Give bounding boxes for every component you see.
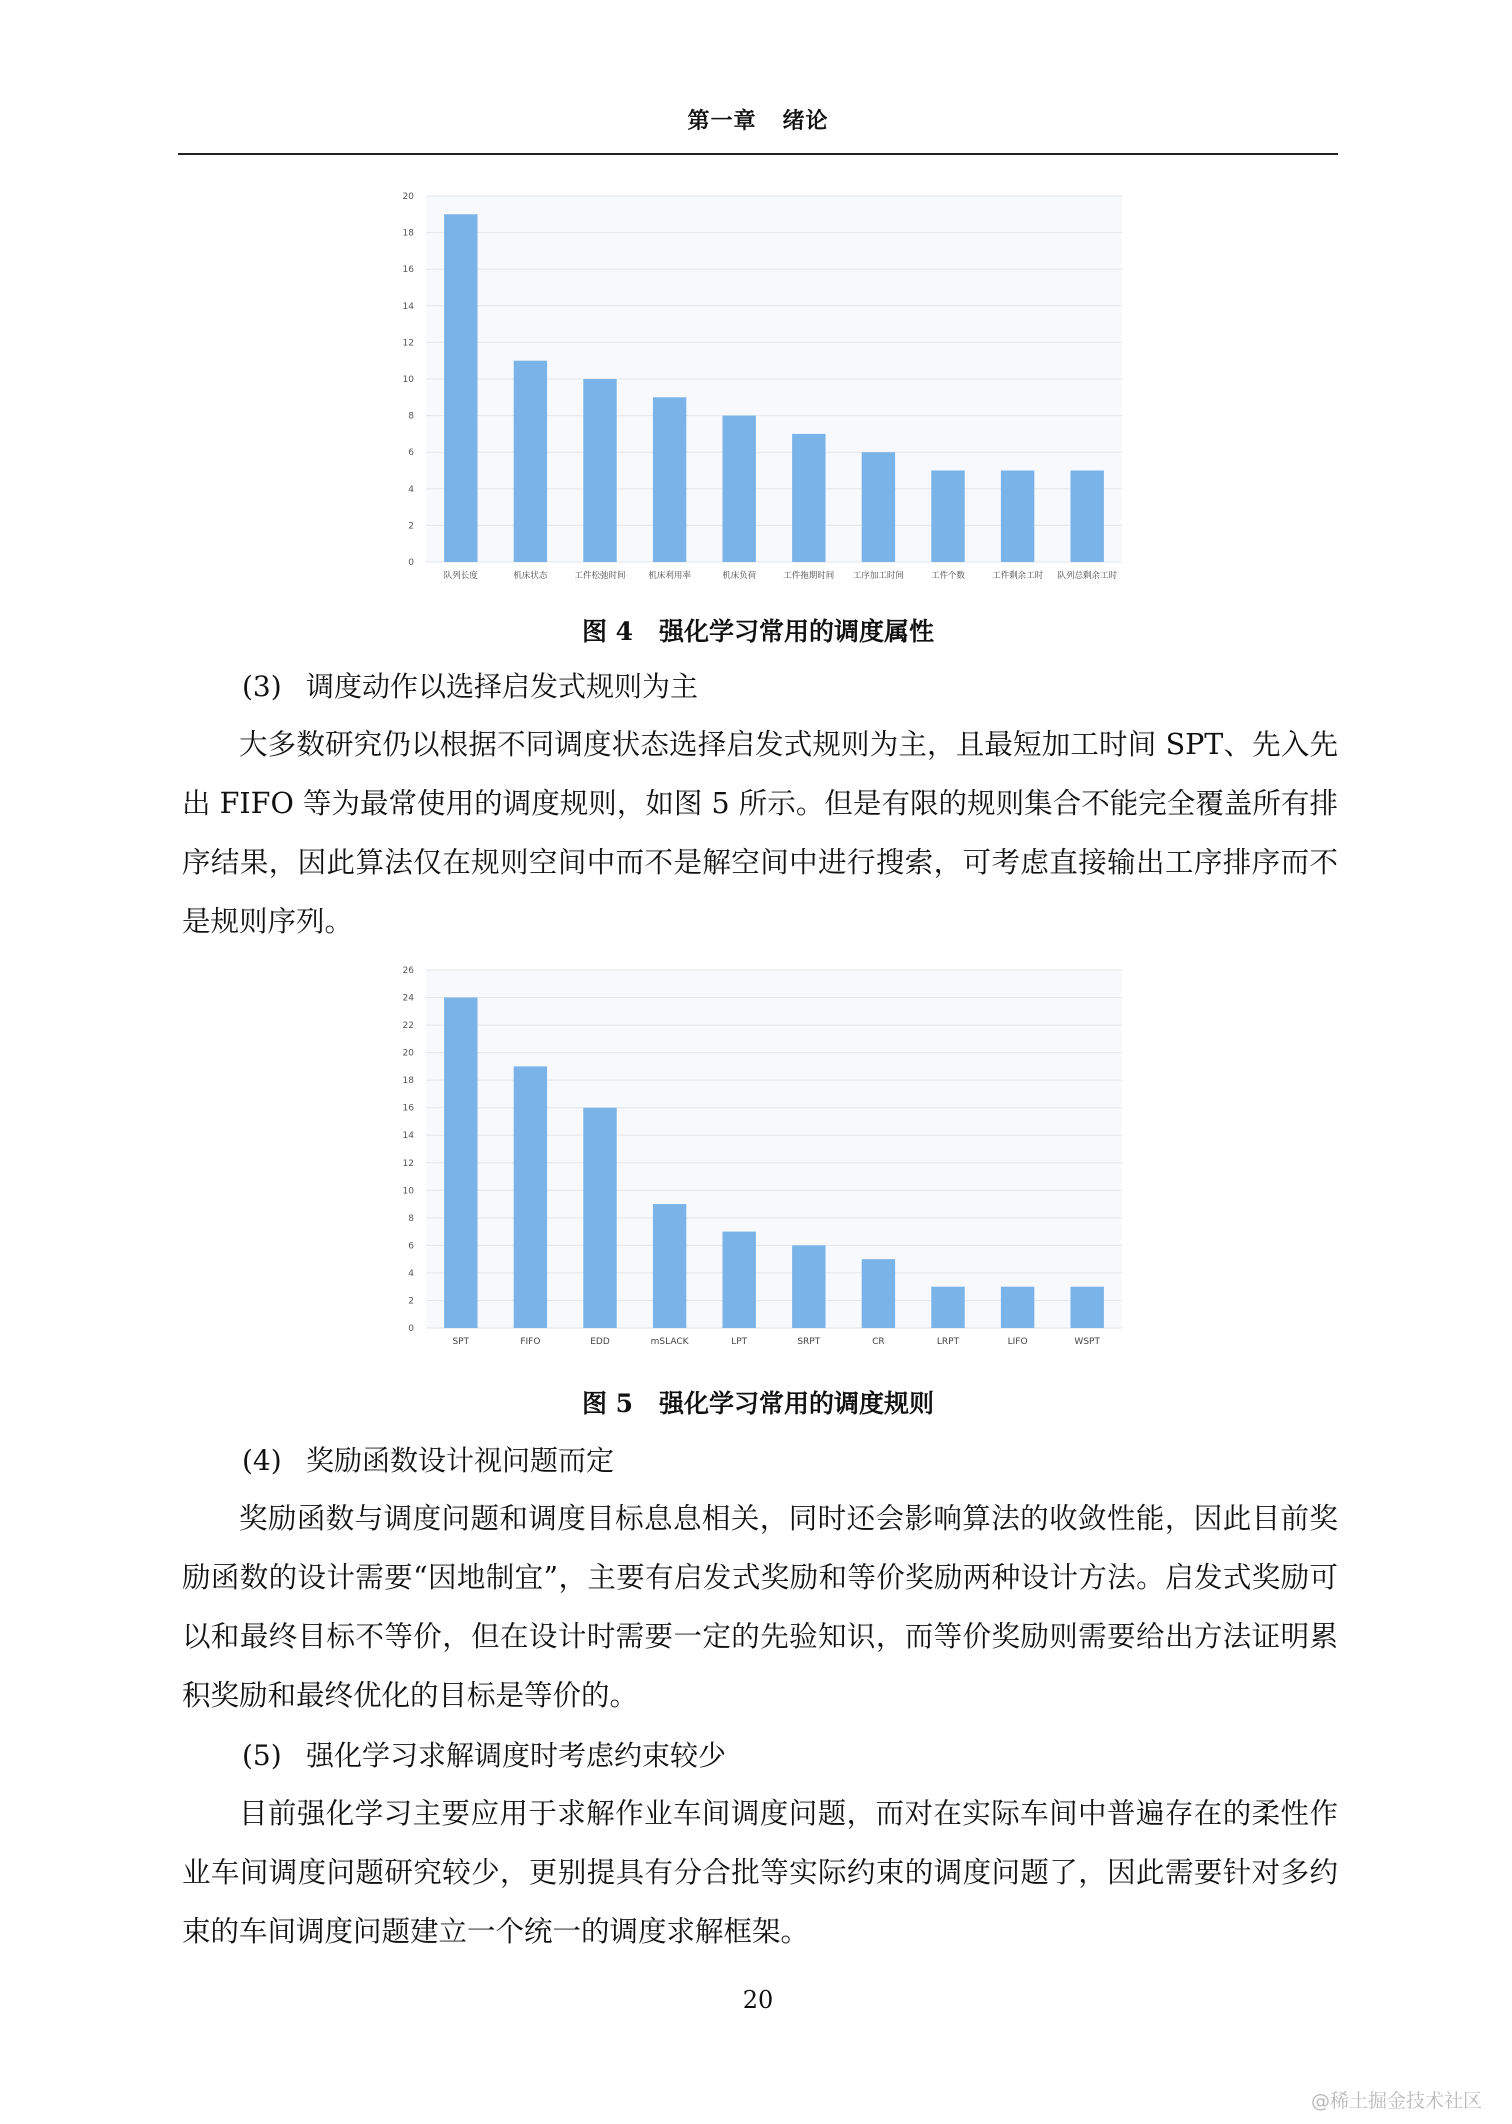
figure-5-svg	[392, 960, 1132, 1360]
fig5-y-tick-label: 24	[402, 993, 414, 1004]
fig5-y-tick-label: 14	[402, 1131, 414, 1142]
fig4-bar	[931, 471, 964, 563]
fig5-bar	[931, 1287, 964, 1328]
fig4-bar	[444, 214, 477, 562]
section-4-heading	[242, 1439, 614, 1479]
section-3-number: (3)	[242, 670, 282, 703]
fig5-x-tick-label: CR	[872, 1337, 885, 1347]
fig4-x-tick-label: 工件剩余工时	[992, 571, 1044, 581]
fig5-x-tick-label: FIFO	[520, 1337, 541, 1347]
fig5-x-tick-label: SPT	[452, 1337, 470, 1347]
figure-5-chart	[392, 960, 1132, 1360]
chapter-title: 绪论	[782, 108, 829, 134]
fig5-x-tick-label: WSPT	[1074, 1337, 1100, 1347]
running-header	[178, 104, 1338, 135]
section-5-number: (5)	[242, 1739, 282, 1772]
section-3-heading	[242, 665, 698, 705]
fig5-x-tick-label: LIFO	[1007, 1337, 1028, 1347]
fig5-y-tick-label: 0	[408, 1324, 414, 1334]
fig5-y-tick-label: 4	[408, 1268, 414, 1279]
fig4-x-tick-label: 机床利用率	[648, 571, 691, 581]
section-3-title: 调度动作以选择启发式规则为主	[306, 670, 699, 703]
fig4-y-tick-label: 10	[402, 375, 414, 385]
fig5-x-tick-label: EDD	[590, 1337, 610, 1347]
section-5-heading	[242, 1734, 726, 1774]
fig5-x-tick-label: LPT	[731, 1337, 748, 1347]
fig5-y-tick-label: 18	[402, 1076, 414, 1087]
fig4-y-tick-label: 12	[402, 338, 414, 349]
section-4-paragraph: 奖励函数与调度问题和调度目标息息相关，同时还会影响算法的收敛性能，因此目前奖励函数的设计需要“因地制宜”，主要有启发式奖励和等价奖励两种设计方法。启发式奖励可以和最终目标不等价，但在设计时需要一定的先验知识，而等价奖励则需要给出方法证明累积奖励和最终优化的目标是等价的。	[182, 1502, 1338, 1712]
fig4-y-tick-label: 6	[408, 448, 414, 459]
fig5-y-tick-label: 6	[408, 1241, 414, 1252]
fig4-x-tick-label: 工件松弛时间	[574, 571, 626, 581]
fig4-bar	[514, 361, 547, 562]
fig5-y-tick-label: 10	[402, 1186, 414, 1197]
fig5-bar	[583, 1108, 616, 1328]
page-number: 20	[742, 1986, 774, 2014]
figure-4-label: 图 4	[581, 617, 634, 646]
fig5-y-tick-label: 8	[408, 1213, 414, 1224]
watermark: @稀土掘金技术社区	[1310, 2090, 1482, 2112]
fig5-bar	[653, 1204, 686, 1328]
fig4-bar	[1070, 471, 1103, 563]
fig5-bar	[862, 1259, 895, 1328]
fig5-bar	[444, 998, 477, 1328]
section-5-title: 强化学习求解调度时考虑约束较少	[306, 1739, 727, 1772]
fig4-y-tick-label: 16	[402, 265, 414, 276]
fig5-y-tick-label: 26	[402, 966, 414, 976]
figure-4-chart	[392, 186, 1132, 594]
section-5-paragraph: 目前强化学习主要应用于求解作业车间调度问题，而对在实际车间中普遍存在的柔性作业车间调度问题研究较少，更别提具有分合批等实际约束的调度问题了，因此需要针对多约束的车间调度问题建立一个统一的调度求解框架。	[182, 1797, 1338, 1948]
fig4-bar	[792, 434, 825, 562]
fig5-x-tick-label: LRPT	[936, 1337, 960, 1347]
fig5-x-tick-label: mSLACK	[650, 1337, 689, 1347]
fig4-x-tick-label: 队列总剩余工时	[1057, 571, 1117, 581]
fig4-bar	[653, 397, 686, 562]
fig5-y-tick-label: 16	[402, 1103, 414, 1114]
figure-5-caption	[178, 1384, 1338, 1420]
fig4-x-tick-label: 队列长度	[443, 571, 478, 581]
figure-4-caption	[178, 612, 1338, 648]
fig4-x-tick-label: 工件个数	[930, 571, 966, 581]
fig5-bar	[1001, 1287, 1034, 1328]
fig4-y-tick-label: 18	[402, 228, 414, 239]
header-rule	[178, 153, 1338, 155]
fig4-y-tick-label: 2	[408, 521, 414, 532]
fig5-y-tick-label: 2	[408, 1296, 414, 1307]
figure-5-label: 图 5	[581, 1389, 634, 1418]
fig4-bar	[583, 379, 616, 562]
fig5-bar	[514, 1066, 547, 1328]
fig5-y-tick-label: 20	[402, 1048, 414, 1059]
fig4-y-tick-label: 8	[408, 411, 414, 422]
fig4-y-tick-label: 14	[402, 301, 414, 312]
section-4-title: 奖励函数设计视问题而定	[306, 1444, 615, 1477]
fig4-bar	[722, 416, 755, 562]
fig5-bar	[792, 1245, 825, 1328]
fig5-bar	[722, 1232, 755, 1328]
fig4-y-tick-label: 0	[408, 558, 414, 568]
fig4-x-tick-label: 工序加工时间	[852, 571, 904, 581]
section-4-number: (4)	[242, 1444, 282, 1477]
chapter-number: 第一章	[687, 108, 757, 134]
fig4-y-tick-label: 4	[408, 484, 414, 495]
fig5-x-tick-label: SRPT	[797, 1337, 821, 1347]
fig5-bar	[1070, 1287, 1103, 1328]
section-3-paragraph: 大多数研究仍以根据不同调度状态选择启发式规则为主，且最短加工时间 SPT、先入先出 FIFO 等为最常使用的调度规则，如图 5 所示。但是有限的规则集合不能完全覆盖所有排序结果，因此算法仅在规则空间中而不是解空间中进行搜索，可考虑直接输出工序排序而不是规则序列。	[182, 728, 1338, 938]
fig4-y-tick-label: 20	[402, 192, 414, 202]
fig4-x-tick-label: 机床负荷	[722, 571, 757, 581]
fig4-x-tick-label: 工件拖期时间	[783, 571, 835, 581]
fig4-bar	[862, 452, 895, 562]
fig4-bar	[1001, 471, 1034, 563]
fig5-y-tick-label: 22	[402, 1021, 414, 1032]
figure-5-caption-text: 强化学习常用的调度规则	[659, 1389, 935, 1418]
figure-4-svg	[392, 186, 1132, 594]
fig5-y-tick-label: 12	[402, 1158, 414, 1169]
figure-4-caption-text: 强化学习常用的调度属性	[659, 617, 935, 646]
fig4-x-tick-label: 机床状态	[513, 571, 548, 581]
